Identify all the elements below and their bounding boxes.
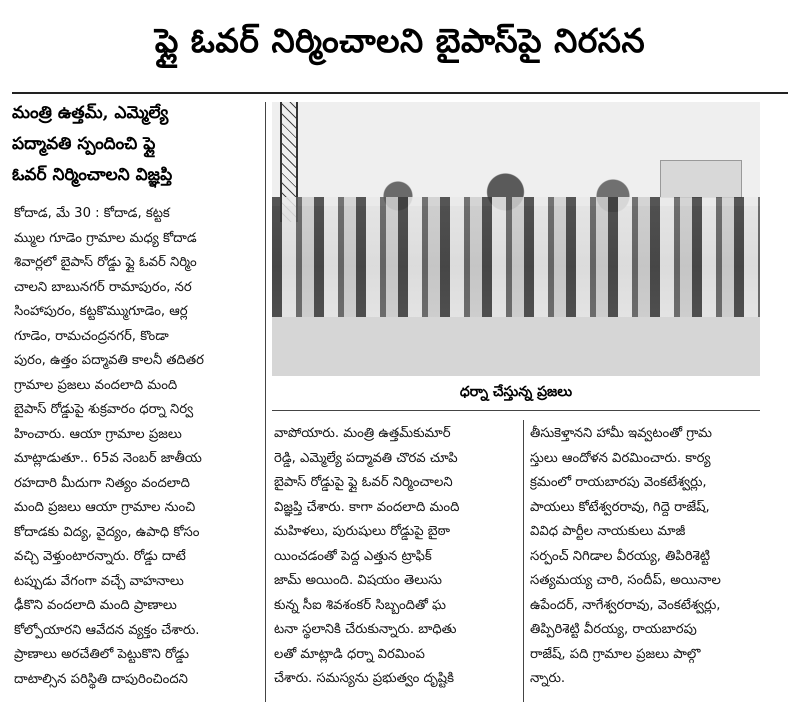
article-line: న్నారు. (530, 671, 566, 686)
article-line: దాటాల్సిన పరిస్థితి దాపురించిందని (14, 671, 188, 687)
news-photo (272, 102, 760, 376)
article-line: జామ్ అయింది. విషయం తెలుసు (274, 573, 442, 588)
article-line: సత్యమయ్య చారి, సందీప్, అయినాల (530, 573, 721, 588)
subheading (12, 98, 262, 198)
article-line: మహిళలు, పురుషులు రోడ్డుపై బైఠా (274, 524, 451, 539)
article-line: బైపాస్ రోడ్డుపై శుక్రవారం ధర్నా నిర్వ (14, 402, 194, 417)
photo-protesting-crowd (272, 197, 760, 317)
article-line: కున్న సీఐ శివశంకర్ సిబ్బందితో ఘ (274, 597, 446, 613)
article-line: మ్ముల గూడెం గ్రామాల మధ్య కోదాడ (14, 230, 197, 246)
article-line: వివిధ పార్టీల నాయకులు మాజీ (530, 524, 686, 539)
article-line: సర్పంచ్ నిగిడాల వీరయ్య, తిపిరిశెట్టి (530, 548, 711, 564)
article-line: వచ్చి వెళ్తుంటారన్నారు. రోడ్డు దాటే (14, 549, 186, 564)
article-line: గ్రామాల ప్రజలు వందలాది మంది (14, 377, 178, 393)
article-line: పురం, ఉత్తం పద్మావతి కాలనీ తదితర (14, 353, 204, 368)
article-line: వాపోయారు. మంత్రి ఉత్తమ్‌కుమార్ (274, 426, 451, 441)
article-line: యించడంతో పెద్ద ఎత్తున ట్రాఫిక్ (274, 548, 432, 564)
article-line: బైపాస్ రోడ్డుపై ఫ్లై ఓవర్ నిర్మించాలని (274, 475, 453, 490)
caption-rule (272, 410, 760, 411)
article-line: మంది ప్రజలు ఆయా గ్రామాల నుంచి (14, 500, 196, 515)
subheading-line: ఓవర్ నిర్మించాలని విజ్ఞప్తి (12, 165, 173, 185)
photo-caption: ధర్నా చేస్తున్న ప్రజలు (459, 384, 573, 400)
article-line: గూడెం, రామచంద్రనగర్, కొండా (14, 328, 169, 344)
column-divider (523, 420, 524, 702)
article-line: తిప్పిరిశెట్టి వీరయ్య, రాయబారపు (530, 622, 697, 637)
article-line: రహదారి మీదుగా నిత్యం వందలాది (14, 475, 190, 491)
article-line: సింహాపురం, కట్టకొమ్ముగూడెం, ఆర్ల (14, 304, 188, 319)
article-line: ఢీకొని వందలాది మంది ప్రాణాలు (14, 598, 177, 613)
article-line: టనా స్థలానికి చేరుకున్నారు. బాధితు (274, 622, 457, 637)
article-line: పాయలు కోటేశ్వరరావు, గిద్దె రాజేష్, (530, 499, 710, 515)
article-line: రెడ్డి, ఎమ్మెల్యే పద్మావతి చొరవ చూపి (274, 450, 458, 466)
article-line: క్రమంలో రాయబారపు వెంకటేశ్వర్లు, (530, 475, 707, 490)
article-line: శివార్లలో బైపాస్ రోడ్డు ఫ్లై ఓవర్ నిర్మిం (14, 255, 197, 270)
article-line: కోల్పోయారని ఆవేదన వ్యక్తం చేశారు. (14, 622, 200, 638)
column-divider (265, 102, 266, 702)
subheading-line: పద్మావతి స్పందించి ఫ్లై (12, 134, 156, 154)
article-line: రాజేష్, పది గ్రామాల ప్రజలు పాల్గొ (530, 646, 701, 662)
subheading-line: మంత్రి ఉత్తమ్, ఎమ్మెల్యే (12, 103, 169, 123)
article-line: ప్రాణాలు అరచేతిలో పెట్టుకొని రోడ్డు (14, 647, 190, 662)
column-1 (14, 202, 260, 692)
headline: ఫ్లై ఓవర్ నిర్మించాలని బైపాస్‌పై నిరసన (154, 20, 646, 60)
photo-road (272, 317, 760, 376)
article-line: మాట్లాడుతూ.. 65వ నెంబర్ జాతీయ (14, 451, 202, 466)
column-2 (274, 422, 518, 692)
article-line: చాలని బాబునగర్ రామాపురం, నర (14, 279, 192, 295)
article-line: స్తులు ఆందోళన విరమించారు. కార్య (530, 450, 711, 466)
article-line: విజ్ఞప్తి చేశారు. కాగా వందలాది మంది (274, 499, 460, 515)
article-line: చేశారు. సమస్యను ప్రభుత్వం దృష్టికి (274, 671, 454, 686)
article-line: టప్పుడు వేగంగా వచ్చే వాహనాలు (14, 573, 184, 589)
column-3 (530, 422, 788, 692)
article-line: తీసుకెళ్తానని హామీ ఇవ్వటంతో గ్రామ (530, 426, 712, 441)
article-line: ఉపేందర్, నాగేశ్వరరావు, వెంకటేశ్వర్లు, (530, 597, 721, 613)
article-line: కోదాడకు విద్య, వైద్యం, ఉపాధి కోసం (14, 524, 200, 540)
article-line: హించారు. ఆయా గ్రామాల ప్రజలు (14, 426, 182, 442)
headline-rule (12, 92, 788, 94)
article-line: లతో మాట్లాడి ధర్నా విరమింప (274, 646, 425, 662)
article-line: కోదాడ, మే 30 : కోదాడ, కట్టక (14, 206, 170, 221)
